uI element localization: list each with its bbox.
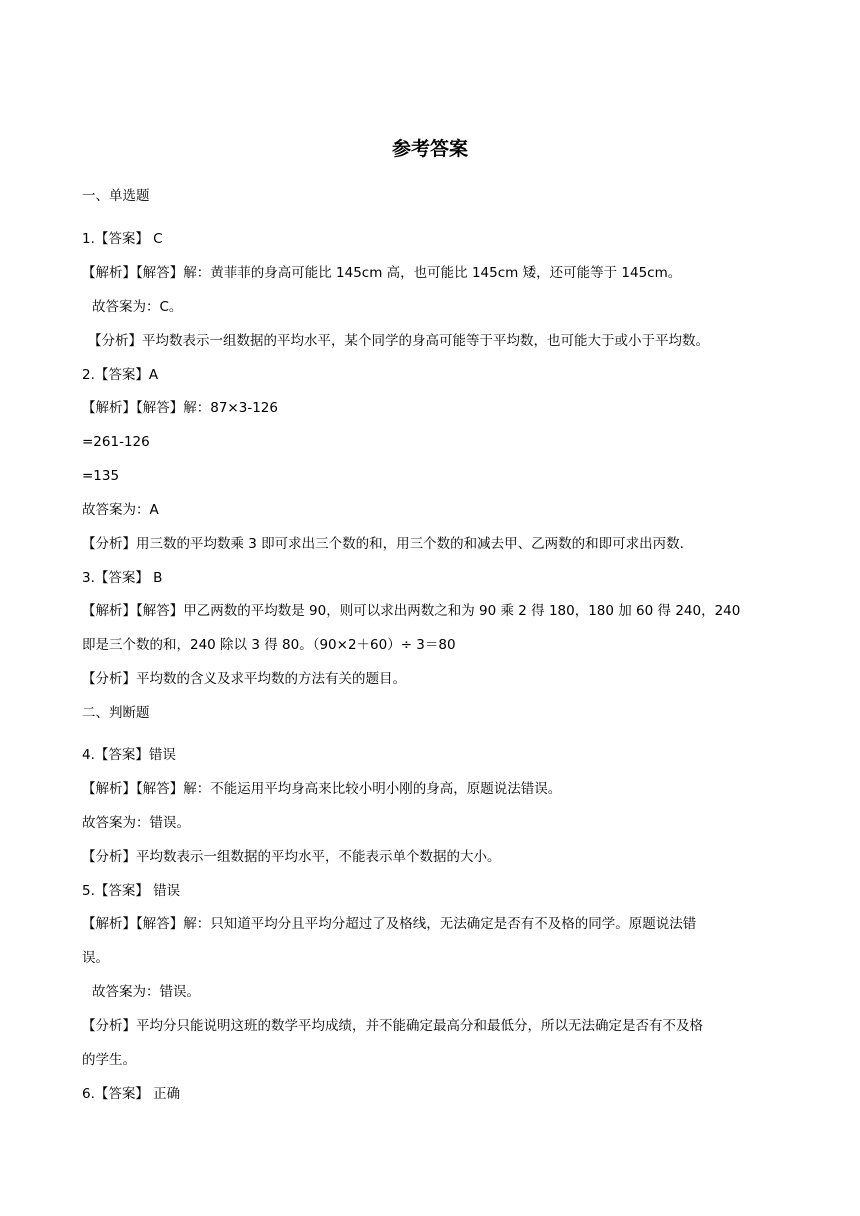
analysis-4: 【分析】平均数表示一组数据的平均水平，不能表示单个数据的大小。	[82, 849, 501, 865]
conclusion-2: 故答案为：A	[82, 502, 159, 518]
calc-step-2b: =135	[82, 468, 120, 484]
explanation-3-cont: 即是三个数的和，240 除以 3 得 80。（90×2＋60）÷ 3＝80	[82, 637, 456, 653]
page-title: 参考答案	[391, 138, 468, 160]
explanation-2: 【解析】【解答】解：87×3-126	[82, 400, 278, 416]
answer-3: 3.【答案】 B	[82, 570, 163, 586]
analysis-1: 【分析】平均数表示一组数据的平均水平，某个同学的身高可能等于平均数，也可能大于或小于平均数。	[88, 333, 709, 349]
conclusion-5: 故答案为：错误。	[92, 984, 200, 1000]
analysis-5-cont: 的学生。	[82, 1052, 136, 1068]
section-heading-single-choice: 一、单选题	[82, 188, 150, 204]
conclusion-1: 故答案为：C。	[92, 299, 183, 315]
analysis-5: 【分析】平均分只能说明这班的数学平均成绩，并不能确定最高分和最低分，所以无法确定是否有不及格	[82, 1018, 703, 1034]
answer-4: 4.【答案】错误	[82, 747, 176, 763]
explanation-4: 【解析】【解答】解：不能运用平均身高来比较小明小刚的身高，原题说法错误。	[82, 781, 562, 797]
calc-step-2a: =261-126	[82, 434, 150, 450]
conclusion-4: 故答案为：错误。	[82, 815, 190, 831]
answer-2: 2.【答案】A	[82, 367, 159, 383]
answer-5: 5.【答案】 错误	[82, 883, 181, 899]
answer-1: 1.【答案】 C	[82, 231, 163, 247]
explanation-5-cont: 误。	[82, 950, 109, 966]
section-heading-true-false: 二、判断题	[82, 705, 150, 721]
explanation-3: 【解析】【解答】甲乙两数的平均数是 90，则可以求出两数之和为 90 乘 2 得 180，180 加 60 得 240，240	[82, 603, 741, 619]
explanation-1: 【解析】【解答】解：黄菲菲的身高可能比 145cm 高，也可能比 145cm 矮，还可能等于 145cm。	[82, 265, 682, 281]
explanation-5: 【解析】【解答】解：只知道平均分且平均分超过了及格线，无法确定是否有不及格的同学。原题说法错	[82, 916, 697, 932]
analysis-2: 【分析】用三数的平均数乘 3 即可求出三个数的和，用三个数的和减去甲、乙两数的和即可求出丙数.	[82, 536, 684, 552]
answer-6: 6.【答案】 正确	[82, 1086, 181, 1102]
analysis-3: 【分析】平均数的含义及求平均数的方法有关的题目。	[82, 671, 406, 687]
